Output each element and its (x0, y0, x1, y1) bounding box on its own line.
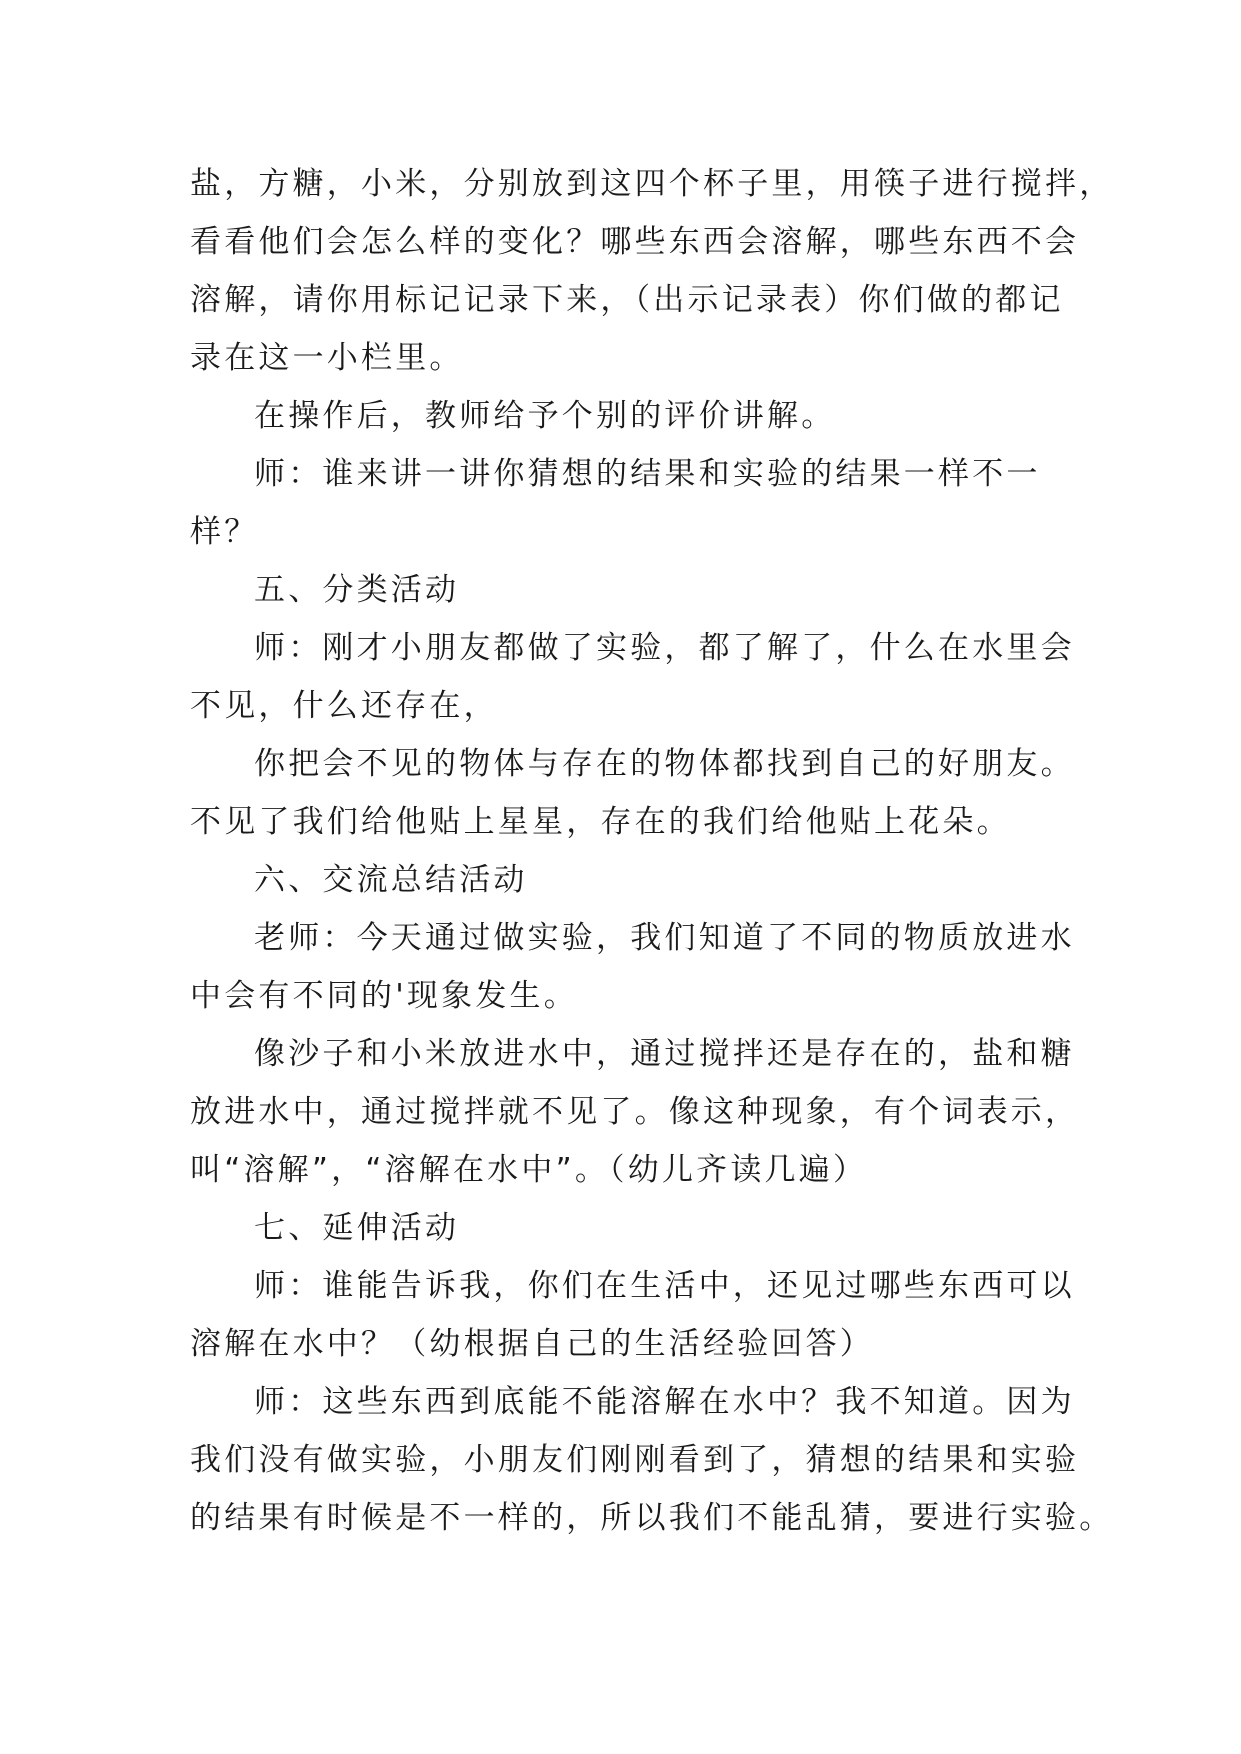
text-line-12: 不见了我们给他贴上星星，存在的我们给他贴上花朵。 (190, 804, 1011, 840)
text-line-1: 盐，方糖，小米，分别放到这四个杯子里，用筷子进行搅拌， (190, 166, 1114, 202)
text-line-21: 溶解在水中？（幼根据自己的生活经验回答） (190, 1326, 874, 1362)
text-line-24: 的结果有时候是不一样的，所以我们不能乱猜，要进行实验。 (190, 1500, 1114, 1536)
text-line-6: 师：谁来讲一讲你猜想的结果和实验的结果一样不一 (254, 456, 1041, 492)
text-line-20: 师：谁能告诉我，你们在生活中，还见过哪些东西可以 (254, 1268, 1075, 1304)
section-heading-6: 六、交流总结活动 (254, 862, 528, 898)
text-line-14: 老师：今天通过做实验，我们知道了不同的物质放进水 (254, 920, 1075, 956)
text-line-4: 录在这一小栏里。 (190, 340, 464, 376)
section-heading-7: 七、延伸活动 (254, 1210, 460, 1246)
text-line-16: 像沙子和小米放进水中，通过搅拌还是存在的，盐和糖 (254, 1036, 1075, 1072)
text-line-17: 放进水中，通过搅拌就不见了。像这种现象，有个词表示， (190, 1094, 1080, 1130)
text-line-22: 师：这些东西到底能不能溶解在水中？我不知道。因为 (254, 1384, 1075, 1420)
text-line-5: 在操作后，教师给予个别的评价讲解。 (254, 398, 836, 434)
text-line-2: 看看他们会怎么样的变化？哪些东西会溶解，哪些东西不会 (190, 224, 1080, 260)
text-line-7: 样？ (190, 514, 259, 550)
text-line-9: 师：刚才小朋友都做了实验，都了解了，什么在水里会 (254, 630, 1075, 666)
text-line-11: 你把会不见的物体与存在的物体都找到自己的好朋友。 (254, 746, 1075, 782)
section-heading-5: 五、分类活动 (254, 572, 460, 608)
text-line-10: 不见，什么还存在， (190, 688, 498, 724)
text-line-3: 溶解，请你用标记记录下来，（出示记录表）你们做的都记 (190, 282, 1064, 318)
text-line-18: 叫“溶解”，“溶解在水中”。（幼儿齐读几遍） (190, 1152, 868, 1188)
text-line-23: 我们没有做实验，小朋友们刚刚看到了，猜想的结果和实验 (190, 1442, 1080, 1478)
text-line-15: 中会有不同的'现象发生。 (190, 978, 578, 1014)
